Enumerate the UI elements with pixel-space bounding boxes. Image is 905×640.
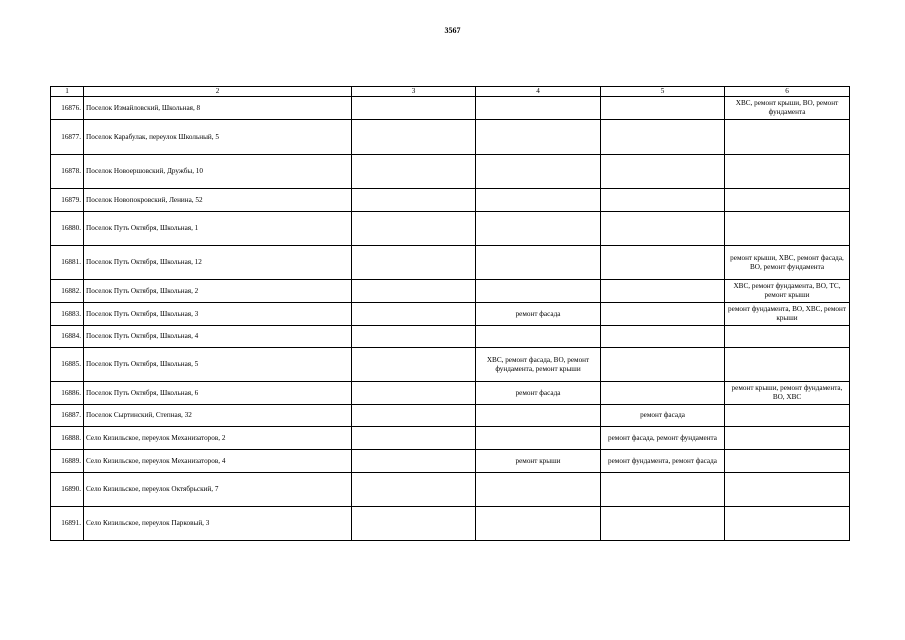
address-cell: Село Кизильское, переулок Октябрьский, 7 [84, 473, 352, 507]
table-row [51, 280, 850, 303]
cell-col5 [601, 212, 725, 246]
cell-col3 [352, 189, 476, 212]
table-row [51, 303, 850, 326]
cell-col3 [352, 450, 476, 473]
cell-col5 [601, 280, 725, 303]
row-number: 16887. [51, 405, 84, 427]
address-cell: Село Кизильское, переулок Механизаторов, 2 [84, 427, 352, 450]
cell-col5 [601, 382, 725, 405]
row-number: 16879. [51, 189, 84, 212]
cell-col5 [601, 189, 725, 212]
cell-col6 [725, 405, 850, 427]
row-number: 16889. [51, 450, 84, 473]
cell-col3 [352, 155, 476, 189]
cell-col6: ХВС, ремонт крыши, ВО, ремонт фундамента [725, 97, 850, 120]
address-cell: Поселок Измайловский, Школьная, 8 [84, 97, 352, 120]
page-number: 3567 [444, 26, 461, 35]
cell-col6 [725, 427, 850, 450]
cell-col4 [476, 326, 601, 348]
cell-col3 [352, 97, 476, 120]
table-row [51, 212, 850, 246]
row-number: 16876. [51, 97, 84, 120]
cell-col5 [601, 507, 725, 541]
cell-col4 [476, 246, 601, 280]
table-row [51, 427, 850, 450]
cell-col3 [352, 120, 476, 155]
cell-col5: ремонт фасада, ремонт фундамента [601, 427, 725, 450]
cell-col6: ХВС, ремонт фундамента, ВО, ТС, ремонт крыши [725, 280, 850, 303]
cell-col3 [352, 473, 476, 507]
cell-col6 [725, 348, 850, 382]
cell-col5: ремонт фасада [601, 405, 725, 427]
row-number: 16888. [51, 427, 84, 450]
cell-col3 [352, 382, 476, 405]
cell-col3 [352, 246, 476, 280]
cell-col3 [352, 507, 476, 541]
row-number: 16882. [51, 280, 84, 303]
cell-col5 [601, 473, 725, 507]
table-row [51, 189, 850, 212]
cell-col6 [725, 189, 850, 212]
cell-col6: ремонт фундамента, ВО, ХВС, ремонт крыши [725, 303, 850, 326]
cell-col3 [352, 405, 476, 427]
cell-col4 [476, 155, 601, 189]
cell-col3 [352, 348, 476, 382]
cell-col4: ремонт фасада [476, 303, 601, 326]
cell-col6 [725, 326, 850, 348]
cell-col5 [601, 246, 725, 280]
cell-col4 [476, 405, 601, 427]
cell-col3 [352, 212, 476, 246]
cell-col6 [725, 450, 850, 473]
cell-col4 [476, 120, 601, 155]
cell-col5 [601, 120, 725, 155]
column-header-6: 6 [725, 87, 850, 97]
cell-col3 [352, 280, 476, 303]
column-header-1: 1 [51, 87, 84, 97]
cell-col5 [601, 155, 725, 189]
address-cell: Село Кизильское, переулок Механизаторов, 4 [84, 450, 352, 473]
table-row [51, 97, 850, 120]
cell-col4 [476, 507, 601, 541]
cell-col6 [725, 155, 850, 189]
cell-col4 [476, 473, 601, 507]
cell-col4: ХВС, ремонт фасада, ВО, ремонт фундамента, ремонт крыши [476, 348, 601, 382]
cell-col4 [476, 212, 601, 246]
row-number: 16886. [51, 382, 84, 405]
column-header-2: 2 [84, 87, 352, 97]
cell-col6: ремонт крыши, ремонт фундамента, ВО, ХВС [725, 382, 850, 405]
header-row [51, 87, 850, 97]
table-row [51, 450, 850, 473]
cell-col4 [476, 189, 601, 212]
cell-col3 [352, 427, 476, 450]
address-cell: Поселок Путь Октября, Школьная, 12 [84, 246, 352, 280]
address-cell: Поселок Путь Октября, Школьная, 4 [84, 326, 352, 348]
cell-col6: ремонт крыши, ХВС, ремонт фасада, ВО, ремонт фундамента [725, 246, 850, 280]
cell-col4: ремонт фасада [476, 382, 601, 405]
address-cell: Поселок Сыртинский, Степная, 32 [84, 405, 352, 427]
address-cell: Поселок Путь Октября, Школьная, 5 [84, 348, 352, 382]
cell-col3 [352, 326, 476, 348]
cell-col6 [725, 507, 850, 541]
row-number: 16881. [51, 246, 84, 280]
column-header-4: 4 [476, 87, 601, 97]
table-row [51, 155, 850, 189]
table-row [51, 348, 850, 382]
cell-col4 [476, 427, 601, 450]
cell-col5 [601, 303, 725, 326]
cell-col6 [725, 120, 850, 155]
table-row [51, 507, 850, 541]
address-cell: Поселок Новопокровский, Ленина, 52 [84, 189, 352, 212]
column-header-3: 3 [352, 87, 476, 97]
cell-col5 [601, 348, 725, 382]
address-cell: Поселок Путь Октября, Школьная, 1 [84, 212, 352, 246]
address-cell: Село Кизильское, переулок Парковый, 3 [84, 507, 352, 541]
cell-col3 [352, 303, 476, 326]
address-cell: Поселок Карабулак, переулок Школьный, 5 [84, 120, 352, 155]
table-row [51, 382, 850, 405]
table-row [51, 120, 850, 155]
row-number: 16877. [51, 120, 84, 155]
table-row [51, 405, 850, 427]
row-number: 16891. [51, 507, 84, 541]
table-row [51, 326, 850, 348]
registry-table [50, 86, 850, 541]
row-number: 16878. [51, 155, 84, 189]
address-cell: Поселок Путь Октября, Школьная, 2 [84, 280, 352, 303]
row-number: 16880. [51, 212, 84, 246]
row-number: 16890. [51, 473, 84, 507]
row-number: 16883. [51, 303, 84, 326]
address-cell: Поселок Новоершовский, Дружбы, 10 [84, 155, 352, 189]
table-row [51, 246, 850, 280]
cell-col6 [725, 473, 850, 507]
cell-col4: ремонт крыши [476, 450, 601, 473]
address-cell: Поселок Путь Октября, Школьная, 3 [84, 303, 352, 326]
column-header-5: 5 [601, 87, 725, 97]
cell-col5 [601, 326, 725, 348]
cell-col4 [476, 97, 601, 120]
row-number: 16884. [51, 326, 84, 348]
cell-col5 [601, 97, 725, 120]
address-cell: Поселок Путь Октября, Школьная, 6 [84, 382, 352, 405]
table-row [51, 473, 850, 507]
cell-col4 [476, 280, 601, 303]
row-number: 16885. [51, 348, 84, 382]
cell-col6 [725, 212, 850, 246]
cell-col5: ремонт фундамента, ремонт фасада [601, 450, 725, 473]
